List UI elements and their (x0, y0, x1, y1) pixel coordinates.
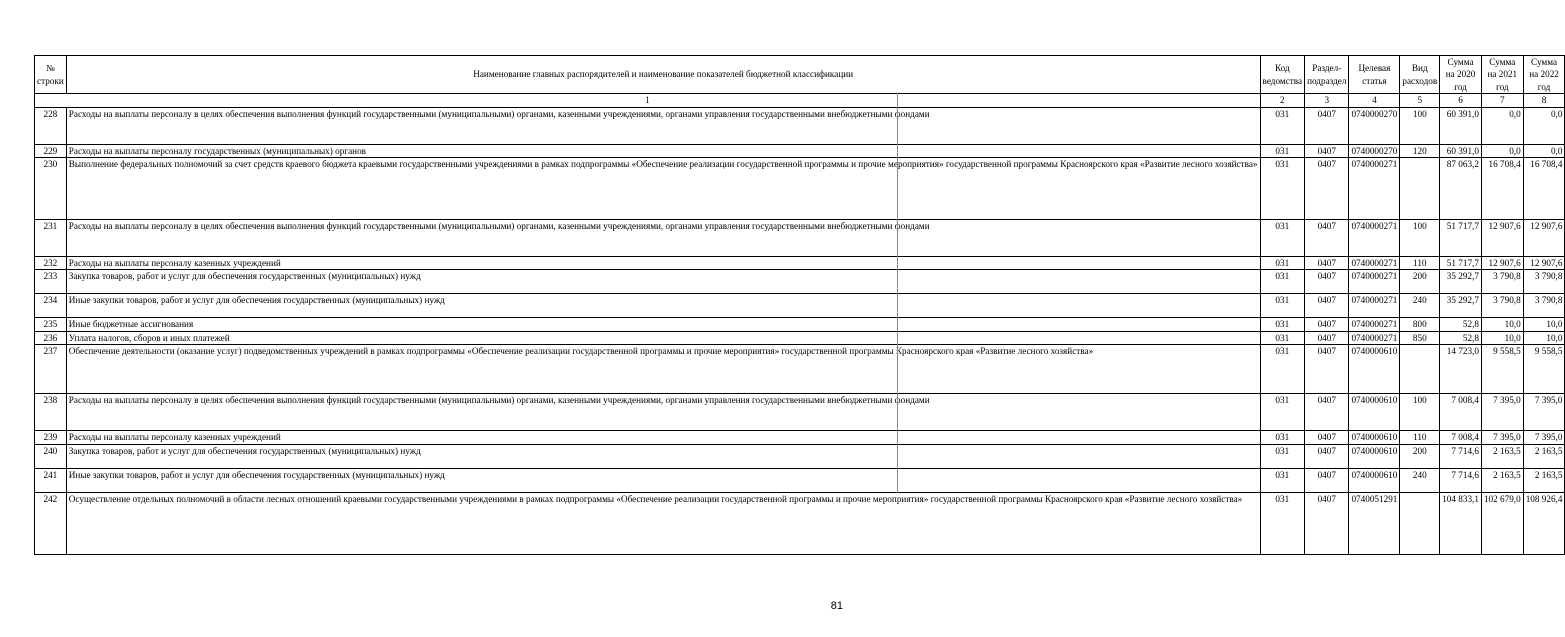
sum-2020: 7 714,6 (1440, 444, 1482, 468)
expense-type: 200 (1400, 444, 1440, 468)
department-code: 031 (1260, 107, 1305, 144)
column-number-row (35, 94, 1565, 107)
section-code: 0407 (1305, 431, 1349, 444)
table-row (35, 158, 1565, 220)
table-row (35, 444, 1565, 468)
sum-2021: 16 708,4 (1481, 158, 1523, 220)
department-code: 031 (1260, 394, 1305, 431)
section-code: 0407 (1305, 318, 1349, 331)
sum-2020: 51 717,7 (1440, 257, 1482, 270)
sum-2020: 35 292,7 (1440, 270, 1482, 294)
header-row (35, 56, 1565, 94)
row-number: 229 (35, 144, 67, 157)
row-number: 231 (35, 220, 67, 257)
row-name: Осуществление отдельных полномочий в области лесных отношений краевыми государственными учреждениями в рамках подпрограммы «Обеспечение реализации государственной программы и прочие мероприятия» государственной программы Красноярского края «Развитие лесного хозяйства» (66, 492, 1260, 554)
sum-2021: 0,0 (1481, 144, 1523, 157)
sum-2022: 2 163,5 (1523, 468, 1565, 492)
row-number: 236 (35, 331, 67, 344)
row-number: 234 (35, 294, 67, 318)
column-number: 5 (1400, 94, 1440, 107)
table-row (35, 331, 1565, 344)
expense-type: 100 (1400, 107, 1440, 144)
target-article: 0740000610 (1349, 431, 1400, 444)
table-row (35, 345, 1565, 394)
sum-2021: 2 163,5 (1481, 468, 1523, 492)
sum-2022: 12 907,6 (1523, 220, 1565, 257)
row-name: Закупка товаров, работ и услуг для обеспечения государственных (муниципальных) нужд (66, 270, 1260, 294)
sum-2021: 10,0 (1481, 318, 1523, 331)
column-number: 1 (35, 94, 1261, 107)
row-name: Иные закупки товаров, работ и услуг для обеспечения государственных (муниципальных) нужд (66, 468, 1260, 492)
sum-2022: 3 790,8 (1523, 270, 1565, 294)
row-name: Расходы на выплаты персоналу в целях обеспечения выполнения функций государственными (муниципальными) органами, казенными учреждениями, органами управления государственными внебюджетными фондами (66, 107, 1260, 144)
header-target-article: Целевая статья (1349, 56, 1400, 94)
target-article: 0740000270 (1349, 107, 1400, 144)
sum-2022: 12 907,6 (1523, 257, 1565, 270)
expense-type: 240 (1400, 294, 1440, 318)
sum-2020: 7 714,6 (1440, 468, 1482, 492)
target-article: 0740000271 (1349, 331, 1400, 344)
target-article: 0740000610 (1349, 444, 1400, 468)
sum-2022: 3 790,8 (1523, 294, 1565, 318)
sum-2020: 7 008,4 (1440, 431, 1482, 444)
department-code: 031 (1260, 431, 1305, 444)
section-code: 0407 (1305, 220, 1349, 257)
section-code: 0407 (1305, 345, 1349, 394)
sum-2020: 35 292,7 (1440, 294, 1482, 318)
sum-2022: 16 708,4 (1523, 158, 1565, 220)
row-number: 242 (35, 492, 67, 554)
row-number: 232 (35, 257, 67, 270)
sum-2021: 7 395,0 (1481, 431, 1523, 444)
table-row (35, 394, 1565, 431)
table-body (35, 107, 1565, 554)
row-name: Закупка товаров, работ и услуг для обеспечения государственных (муниципальных) нужд (66, 444, 1260, 468)
sum-2021: 3 790,8 (1481, 270, 1523, 294)
section-code: 0407 (1305, 468, 1349, 492)
department-code: 031 (1260, 318, 1305, 331)
department-code: 031 (1260, 331, 1305, 344)
department-code: 031 (1260, 492, 1305, 554)
sum-2022: 9 558,5 (1523, 345, 1565, 394)
sum-2022: 2 163,5 (1523, 444, 1565, 468)
header-section: Раздел-подраздел (1305, 56, 1349, 94)
column-number: 6 (1440, 94, 1482, 107)
target-article: 0740000271 (1349, 158, 1400, 220)
section-code: 0407 (1305, 257, 1349, 270)
table-row (35, 318, 1565, 331)
sum-2020: 52,8 (1440, 331, 1482, 344)
header-sum-2021: Сумма на 2021 год (1481, 56, 1523, 94)
header-expense-type: Вид расходов (1400, 56, 1440, 94)
column-number: 4 (1349, 94, 1400, 107)
row-number: 241 (35, 468, 67, 492)
table-row (35, 294, 1565, 318)
section-code: 0407 (1305, 270, 1349, 294)
sum-2022: 10,0 (1523, 318, 1565, 331)
row-name: Уплата налогов, сборов и иных платежей (66, 331, 1260, 344)
expense-type: 800 (1400, 318, 1440, 331)
row-name: Обеспечение деятельности (оказание услуг) подведомственных учреждений в рамках подпрограммы «Обеспечение реализации государственной программы и прочие мероприятия» государственной программы Красноярского края «Развитие лесного хозяйства» (66, 345, 1260, 394)
sum-2021: 0,0 (1481, 107, 1523, 144)
expense-type: 100 (1400, 220, 1440, 257)
table-row (35, 431, 1565, 444)
row-name: Выполнение федеральных полномочий за счет средств краевого бюджета краевыми государственными учреждениями в рамках подпрограммы «Обеспечение реализации государственной программы и прочие мероприятия» государственной программы Красноярского края «Развитие лесного хозяйства» (66, 158, 1260, 220)
department-code: 031 (1260, 144, 1305, 157)
target-article: 0740000610 (1349, 394, 1400, 431)
sum-2022: 0,0 (1523, 144, 1565, 157)
target-article: 0740051291 (1349, 492, 1400, 554)
table-row (35, 220, 1565, 257)
row-number: 237 (35, 345, 67, 394)
sum-2021: 12 907,6 (1481, 257, 1523, 270)
row-name: Расходы на выплаты персоналу государственных (муниципальных) органов (66, 144, 1260, 157)
table-row (35, 270, 1565, 294)
sum-2022: 7 395,0 (1523, 394, 1565, 431)
table-row (35, 144, 1565, 157)
row-name: Расходы на выплаты персоналу в целях обеспечения выполнения функций государственными (муниципальными) органами, казенными учреждениями, органами управления государственными внебюджетными фондами (66, 394, 1260, 431)
target-article: 0740000271 (1349, 294, 1400, 318)
row-name: Расходы на выплаты персоналу казенных учреждений (66, 257, 1260, 270)
expense-type: 200 (1400, 270, 1440, 294)
sum-2021: 10,0 (1481, 331, 1523, 344)
sum-2022: 108 926,4 (1523, 492, 1565, 554)
sum-2022: 10,0 (1523, 331, 1565, 344)
expense-type (1400, 492, 1440, 554)
sum-2021: 2 163,5 (1481, 444, 1523, 468)
sum-2021: 7 395,0 (1481, 394, 1523, 431)
department-code: 031 (1260, 468, 1305, 492)
section-code: 0407 (1305, 144, 1349, 157)
sum-2020: 51 717,7 (1440, 220, 1482, 257)
section-code: 0407 (1305, 394, 1349, 431)
row-number: 233 (35, 270, 67, 294)
expense-type: 110 (1400, 257, 1440, 270)
table-row (35, 257, 1565, 270)
expense-type: 100 (1400, 394, 1440, 431)
section-code: 0407 (1305, 158, 1349, 220)
section-code: 0407 (1305, 444, 1349, 468)
section-code: 0407 (1305, 331, 1349, 344)
column-number: 8 (1523, 94, 1565, 107)
department-code: 031 (1260, 345, 1305, 394)
table-row (35, 492, 1565, 554)
department-code: 031 (1260, 270, 1305, 294)
sum-2021: 3 790,8 (1481, 294, 1523, 318)
sum-2020: 104 833,1 (1440, 492, 1482, 554)
scan-margin-line (897, 93, 898, 493)
expense-type: 120 (1400, 144, 1440, 157)
table-row (35, 107, 1565, 144)
department-code: 031 (1260, 220, 1305, 257)
department-code: 031 (1260, 257, 1305, 270)
column-number: 3 (1305, 94, 1349, 107)
sum-2020: 60 391,0 (1440, 107, 1482, 144)
target-article: 0740000271 (1349, 257, 1400, 270)
sum-2020: 7 008,4 (1440, 394, 1482, 431)
row-number: 228 (35, 107, 67, 144)
target-article: 0740000271 (1349, 318, 1400, 331)
row-name: Расходы на выплаты персоналу казенных учреждений (66, 431, 1260, 444)
sum-2022: 7 395,0 (1523, 431, 1565, 444)
row-number: 230 (35, 158, 67, 220)
department-code: 031 (1260, 444, 1305, 468)
sum-2020: 52,8 (1440, 318, 1482, 331)
target-article: 0740000271 (1349, 270, 1400, 294)
sum-2020: 60 391,0 (1440, 144, 1482, 157)
column-number: 2 (1260, 94, 1305, 107)
sum-2021: 102 679,0 (1481, 492, 1523, 554)
row-number: 239 (35, 431, 67, 444)
row-name: Иные закупки товаров, работ и услуг для обеспечения государственных (муниципальных) нужд (66, 294, 1260, 318)
column-number: 7 (1481, 94, 1523, 107)
sum-2021: 9 558,5 (1481, 345, 1523, 394)
sum-2021: 12 907,6 (1481, 220, 1523, 257)
department-code: 031 (1260, 294, 1305, 318)
sum-2020: 14 723,0 (1440, 345, 1482, 394)
header-name: Наименование главных распорядителей и наименование показателей бюджетной классификации (66, 56, 1260, 94)
expense-type: 110 (1400, 431, 1440, 444)
section-code: 0407 (1305, 107, 1349, 144)
expense-type (1400, 345, 1440, 394)
page-number: 81 (830, 600, 843, 612)
expense-type: 240 (1400, 468, 1440, 492)
target-article: 0740000610 (1349, 345, 1400, 394)
table-row (35, 468, 1565, 492)
section-code: 0407 (1305, 492, 1349, 554)
header-sum-2020: Сумма на 2020 год (1440, 56, 1482, 94)
target-article: 0740000610 (1349, 468, 1400, 492)
section-code: 0407 (1305, 294, 1349, 318)
target-article: 0740000271 (1349, 220, 1400, 257)
header-sum-2022: Сумма на 2022 год (1523, 56, 1565, 94)
row-name: Расходы на выплаты персоналу в целях обеспечения выполнения функций государственными (муниципальными) органами, казенными учреждениями, органами управления государственными внебюджетными фондами (66, 220, 1260, 257)
department-code: 031 (1260, 158, 1305, 220)
expense-type (1400, 158, 1440, 220)
target-article: 0740000270 (1349, 144, 1400, 157)
sum-2022: 0,0 (1523, 107, 1565, 144)
header-row-number: № строки (35, 56, 67, 94)
expense-type: 850 (1400, 331, 1440, 344)
row-number: 235 (35, 318, 67, 331)
row-number: 240 (35, 444, 67, 468)
sum-2020: 87 063,2 (1440, 158, 1482, 220)
header-department-code: Код ведомства (1260, 56, 1305, 94)
row-number: 238 (35, 394, 67, 431)
row-name: Иные бюджетные ассигнования (66, 318, 1260, 331)
budget-table (34, 55, 1565, 555)
